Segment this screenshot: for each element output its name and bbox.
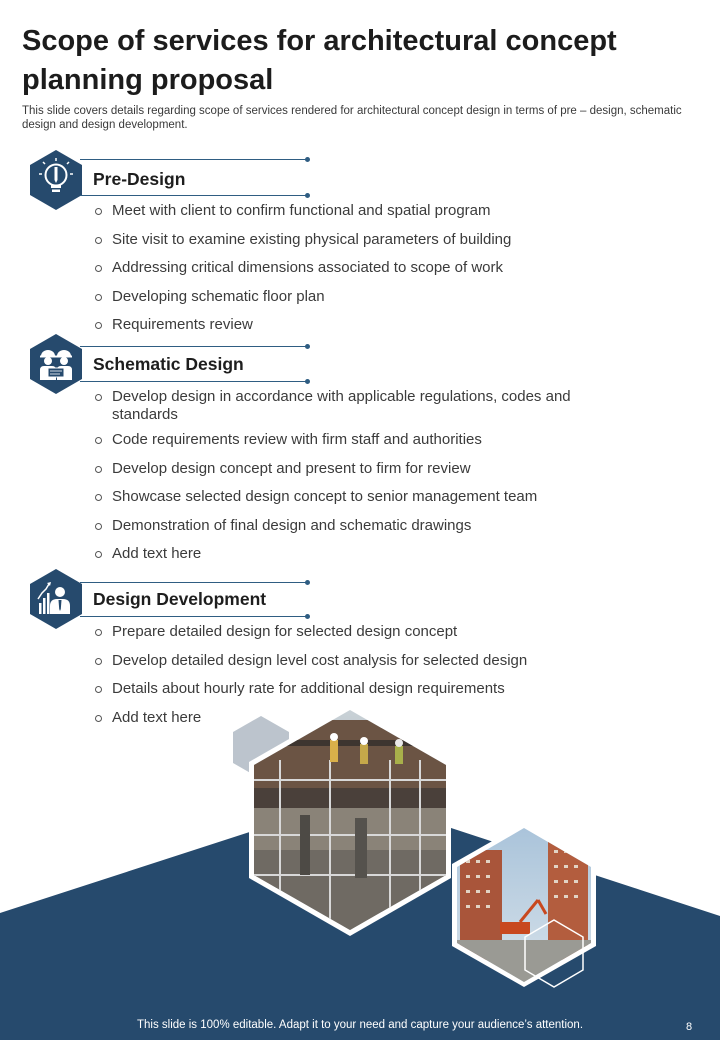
list-item: Develop design in accordance with applicable regulations, codes and standards (92, 388, 632, 424)
bottom-decoration (0, 700, 720, 1040)
page-title: Scope of services for architectural concept planning proposal (22, 25, 617, 96)
pre-design-bullet-list (92, 202, 632, 345)
section-title-schematic-design: Schematic Design (93, 354, 244, 374)
list-item: Code requirements review with firm staff and authorities (92, 431, 632, 449)
section-dot (305, 379, 310, 384)
schematic-design-bullet-list (92, 388, 632, 574)
list-item: Develop design concept and present to firm for review (92, 460, 632, 478)
list-item: Developing schematic floor plan (92, 288, 632, 306)
section-divider-bottom (80, 195, 308, 196)
list-item: Add text here (92, 545, 632, 563)
growth-person-icon (30, 569, 82, 629)
engineers-icon (30, 334, 82, 394)
list-item: Meet with client to confirm functional and spatial program (92, 202, 632, 220)
section-title-pre-design: Pre-Design (93, 169, 186, 189)
list-item: Site visit to examine existing physical parameters of building (92, 231, 632, 249)
section-dot (305, 614, 310, 619)
section-dot (305, 580, 310, 585)
page-subtitle: This slide covers details regarding scope of services rendered for architectural concept design in terms of pre – design, schematic design and design development. (22, 105, 682, 131)
section-divider-bottom (80, 616, 308, 617)
section-dot (305, 157, 310, 162)
page-number: 8 (686, 1021, 693, 1033)
list-item: Prepare detailed design for selected design concept (92, 623, 632, 641)
section-dot (305, 344, 310, 349)
lightbulb-pen-icon (30, 150, 82, 210)
list-item: Develop detailed design level cost analysis for selected design (92, 652, 632, 670)
section-title-design-development: Design Development (93, 589, 267, 609)
section-divider-top (80, 346, 308, 347)
list-item: Details about hourly rate for additional design requirements (92, 680, 632, 698)
section-dot (305, 193, 310, 198)
list-item: Demonstration of final design and schematic drawings (92, 517, 632, 535)
section-divider-top (80, 159, 308, 160)
list-item: Add text here (92, 709, 632, 727)
section-divider-bottom (80, 381, 308, 382)
list-item: Showcase selected design concept to senior management team (92, 488, 632, 506)
section-divider-top (80, 582, 308, 583)
list-item: Requirements review (92, 316, 632, 334)
footer-note: This slide is 100% editable. Adapt it to your need and capture your audience’s attention. (136, 1019, 584, 1031)
list-item: Addressing critical dimensions associated to scope of work (92, 259, 632, 277)
